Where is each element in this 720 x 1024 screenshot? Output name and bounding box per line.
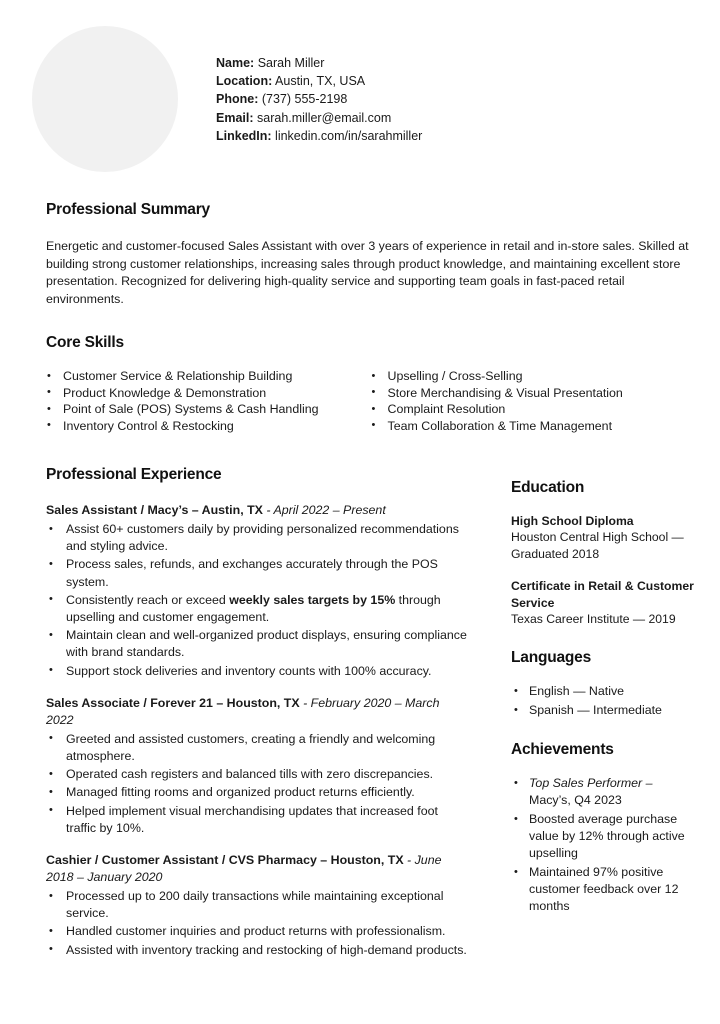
professional-summary-text: Energetic and customer-focused Sales Assistant with over 3 years of experience in retail and in-store sales. Skilled at building strong customer relationships, increasing sales through product knowledge, and maintaining excellent store presentation. Recognized for delivering high-quality service and supporting team goals in fast-paced retail environments.	[46, 239, 689, 306]
section-heading-achievements: Achievements	[511, 741, 614, 759]
achievement-text: Boosted average purchase value by 12% through active upselling	[529, 812, 685, 861]
education-school: Houston Central High School — Graduated 2018	[511, 530, 684, 561]
bullet-text: Handled customer inquiries and product returns with professionalism.	[66, 924, 446, 939]
core-skill-item: • Product Knowledge & Demonstration	[46, 385, 367, 402]
resume-header	[0, 0, 720, 175]
experience-job-entry	[46, 695, 470, 837]
language-item: • Spanish — Intermediate	[511, 702, 696, 719]
achievement-emphasis: Top Sales Performer –	[529, 776, 653, 791]
contact-info-block	[216, 54, 422, 145]
contact-label-location: Location:	[216, 74, 273, 89]
contact-row-name	[216, 54, 422, 72]
job-bullet-item	[46, 731, 470, 765]
section-heading-professional-experience: Professional Experience	[46, 466, 222, 483]
core-skill-item: • Upselling / Cross-Selling	[371, 368, 692, 385]
job-bullet-item	[46, 942, 470, 959]
job-bullet-item	[46, 663, 470, 680]
section-languages	[511, 649, 696, 719]
job-bullet-item	[46, 784, 470, 801]
contact-value-phone: (737) 555-2198	[261, 92, 348, 107]
contact-label-email: Email:	[216, 110, 254, 125]
contact-value-location: Austin, TX, USA	[275, 74, 366, 89]
core-skill-item: • Point of Sale (POS) Systems & Cash Handling	[46, 401, 367, 418]
section-heading-languages: Languages	[511, 649, 592, 667]
achievement-text: Macy’s, Q4 2023	[529, 793, 622, 808]
job-bullet-item	[46, 766, 470, 783]
bullet-text: Maintain clean and well-organized product displays, ensuring compliance with brand standards.	[66, 628, 467, 660]
job-title-line	[46, 695, 470, 729]
core-skills-column-right	[367, 368, 692, 434]
core-skills-list-left	[46, 368, 367, 434]
section-professional-summary	[46, 201, 691, 308]
job-dates: June 2018 – January 2020	[46, 853, 442, 885]
core-skill-item: • Complaint Resolution	[371, 401, 692, 418]
contact-label-linkedin: LinkedIn:	[216, 128, 272, 143]
job-title-line	[46, 852, 470, 886]
section-heading-core-skills: Core Skills	[46, 334, 124, 351]
section-education	[511, 479, 696, 627]
contact-label-phone: Phone:	[216, 92, 259, 107]
job-bullet-list	[46, 731, 470, 837]
resume-sidebar	[511, 479, 696, 937]
bullet-text: Helped implement visual merchandising updates that increased foot traffic by 10%.	[66, 803, 438, 835]
contact-label-name: Name:	[216, 56, 255, 70]
bullet-text-tail: through upselling and customer engagement.	[66, 592, 441, 625]
education-degree: Certificate in Retail & Customer Service	[511, 579, 694, 610]
job-bullet-item	[46, 923, 470, 940]
section-core-skills	[46, 334, 691, 434]
section-professional-experience	[46, 466, 470, 974]
section-achievements	[511, 741, 696, 915]
languages-list	[511, 683, 696, 719]
job-dates: April 2022 – Present	[273, 503, 386, 517]
core-skills-column-left	[46, 368, 367, 434]
contact-row-location	[216, 72, 422, 90]
experience-job-list	[46, 502, 470, 959]
job-bullet-item	[46, 521, 470, 555]
achievement-item	[511, 864, 696, 915]
job-bullet-item	[46, 592, 470, 626]
job-role-employer: Sales Associate / Forever 21 – Houston, TX	[46, 695, 300, 710]
core-skill-item: • Team Collaboration & Time Management	[371, 418, 692, 435]
job-role-employer: Sales Assistant / Macy’s – Austin, TX	[46, 503, 263, 517]
core-skill-item: • Inventory Control & Restocking	[46, 418, 367, 435]
core-skill-item: • Customer Service & Relationship Building	[46, 368, 367, 385]
job-title-line	[46, 502, 470, 519]
contact-value-name: Sarah Miller	[257, 56, 325, 70]
experience-job-entry	[46, 502, 470, 680]
bullet-text: Processed up to 200 daily transactions while maintaining exceptional service.	[66, 889, 444, 921]
job-dates: February 2020 – March 2022	[46, 695, 440, 727]
contact-row-linkedin	[216, 127, 422, 145]
core-skill-item: • Store Merchandising & Visual Presentation	[371, 385, 692, 402]
language-item: • English — Native	[511, 683, 696, 700]
achievement-item	[511, 775, 696, 809]
job-bullet-item	[46, 888, 470, 922]
job-bullet-list	[46, 888, 470, 959]
core-skills-columns	[46, 368, 691, 434]
job-bullet-list	[46, 521, 470, 680]
section-heading-professional-summary: Professional Summary	[46, 201, 210, 218]
bullet-text: Process sales, refunds, and exchanges accurately through the POS system.	[66, 557, 438, 589]
achievements-list	[511, 775, 696, 915]
bullet-text: Managed fitting rooms and organized product returns efficiently.	[66, 785, 415, 800]
bullet-text: Consistently reach or exceed	[66, 592, 230, 607]
education-entry	[511, 578, 696, 627]
contact-row-email	[216, 109, 422, 127]
job-title-separator: -	[262, 503, 274, 517]
job-bullet-item	[46, 803, 470, 837]
bullet-text: Greeted and assisted customers, creating a friendly and welcoming atmosphere.	[66, 731, 436, 764]
bullet-text: Operated cash registers and balanced tills with zero discrepancies.	[66, 767, 434, 782]
bullet-text: Assist 60+ customers daily by providing personalized recommendations and styling advice.	[66, 522, 459, 554]
education-degree: High School Diploma	[511, 514, 634, 528]
job-bullet-item	[46, 627, 470, 661]
job-role-employer: Cashier / Customer Assistant / CVS Pharmacy – Houston, TX	[46, 853, 404, 868]
profile-photo-placeholder	[32, 26, 178, 172]
bullet-text: Assisted with inventory tracking and restocking of high-demand products.	[66, 942, 467, 957]
bullet-text: Support stock deliveries and inventory counts with 100% accuracy.	[66, 663, 432, 678]
contact-value-linkedin[interactable]: linkedin.com/in/sarahmiller	[275, 128, 423, 143]
job-bullet-item	[46, 556, 470, 590]
contact-row-phone	[216, 90, 422, 108]
core-skills-list-right	[371, 368, 692, 434]
education-item-list	[511, 513, 696, 627]
job-title-separator: -	[299, 695, 311, 710]
section-heading-education: Education	[511, 479, 585, 496]
achievement-text: Maintained 97% positive customer feedback over 12 months	[529, 865, 679, 914]
education-entry	[511, 513, 696, 562]
education-school: Texas Career Institute — 2019	[511, 612, 676, 627]
job-title-separator: -	[403, 853, 415, 868]
experience-job-entry	[46, 852, 470, 959]
bullet-highlight: weekly sales targets by 15%	[229, 592, 396, 607]
contact-value-email[interactable]: sarah.miller@email.com	[257, 110, 392, 125]
achievement-item	[511, 811, 696, 862]
